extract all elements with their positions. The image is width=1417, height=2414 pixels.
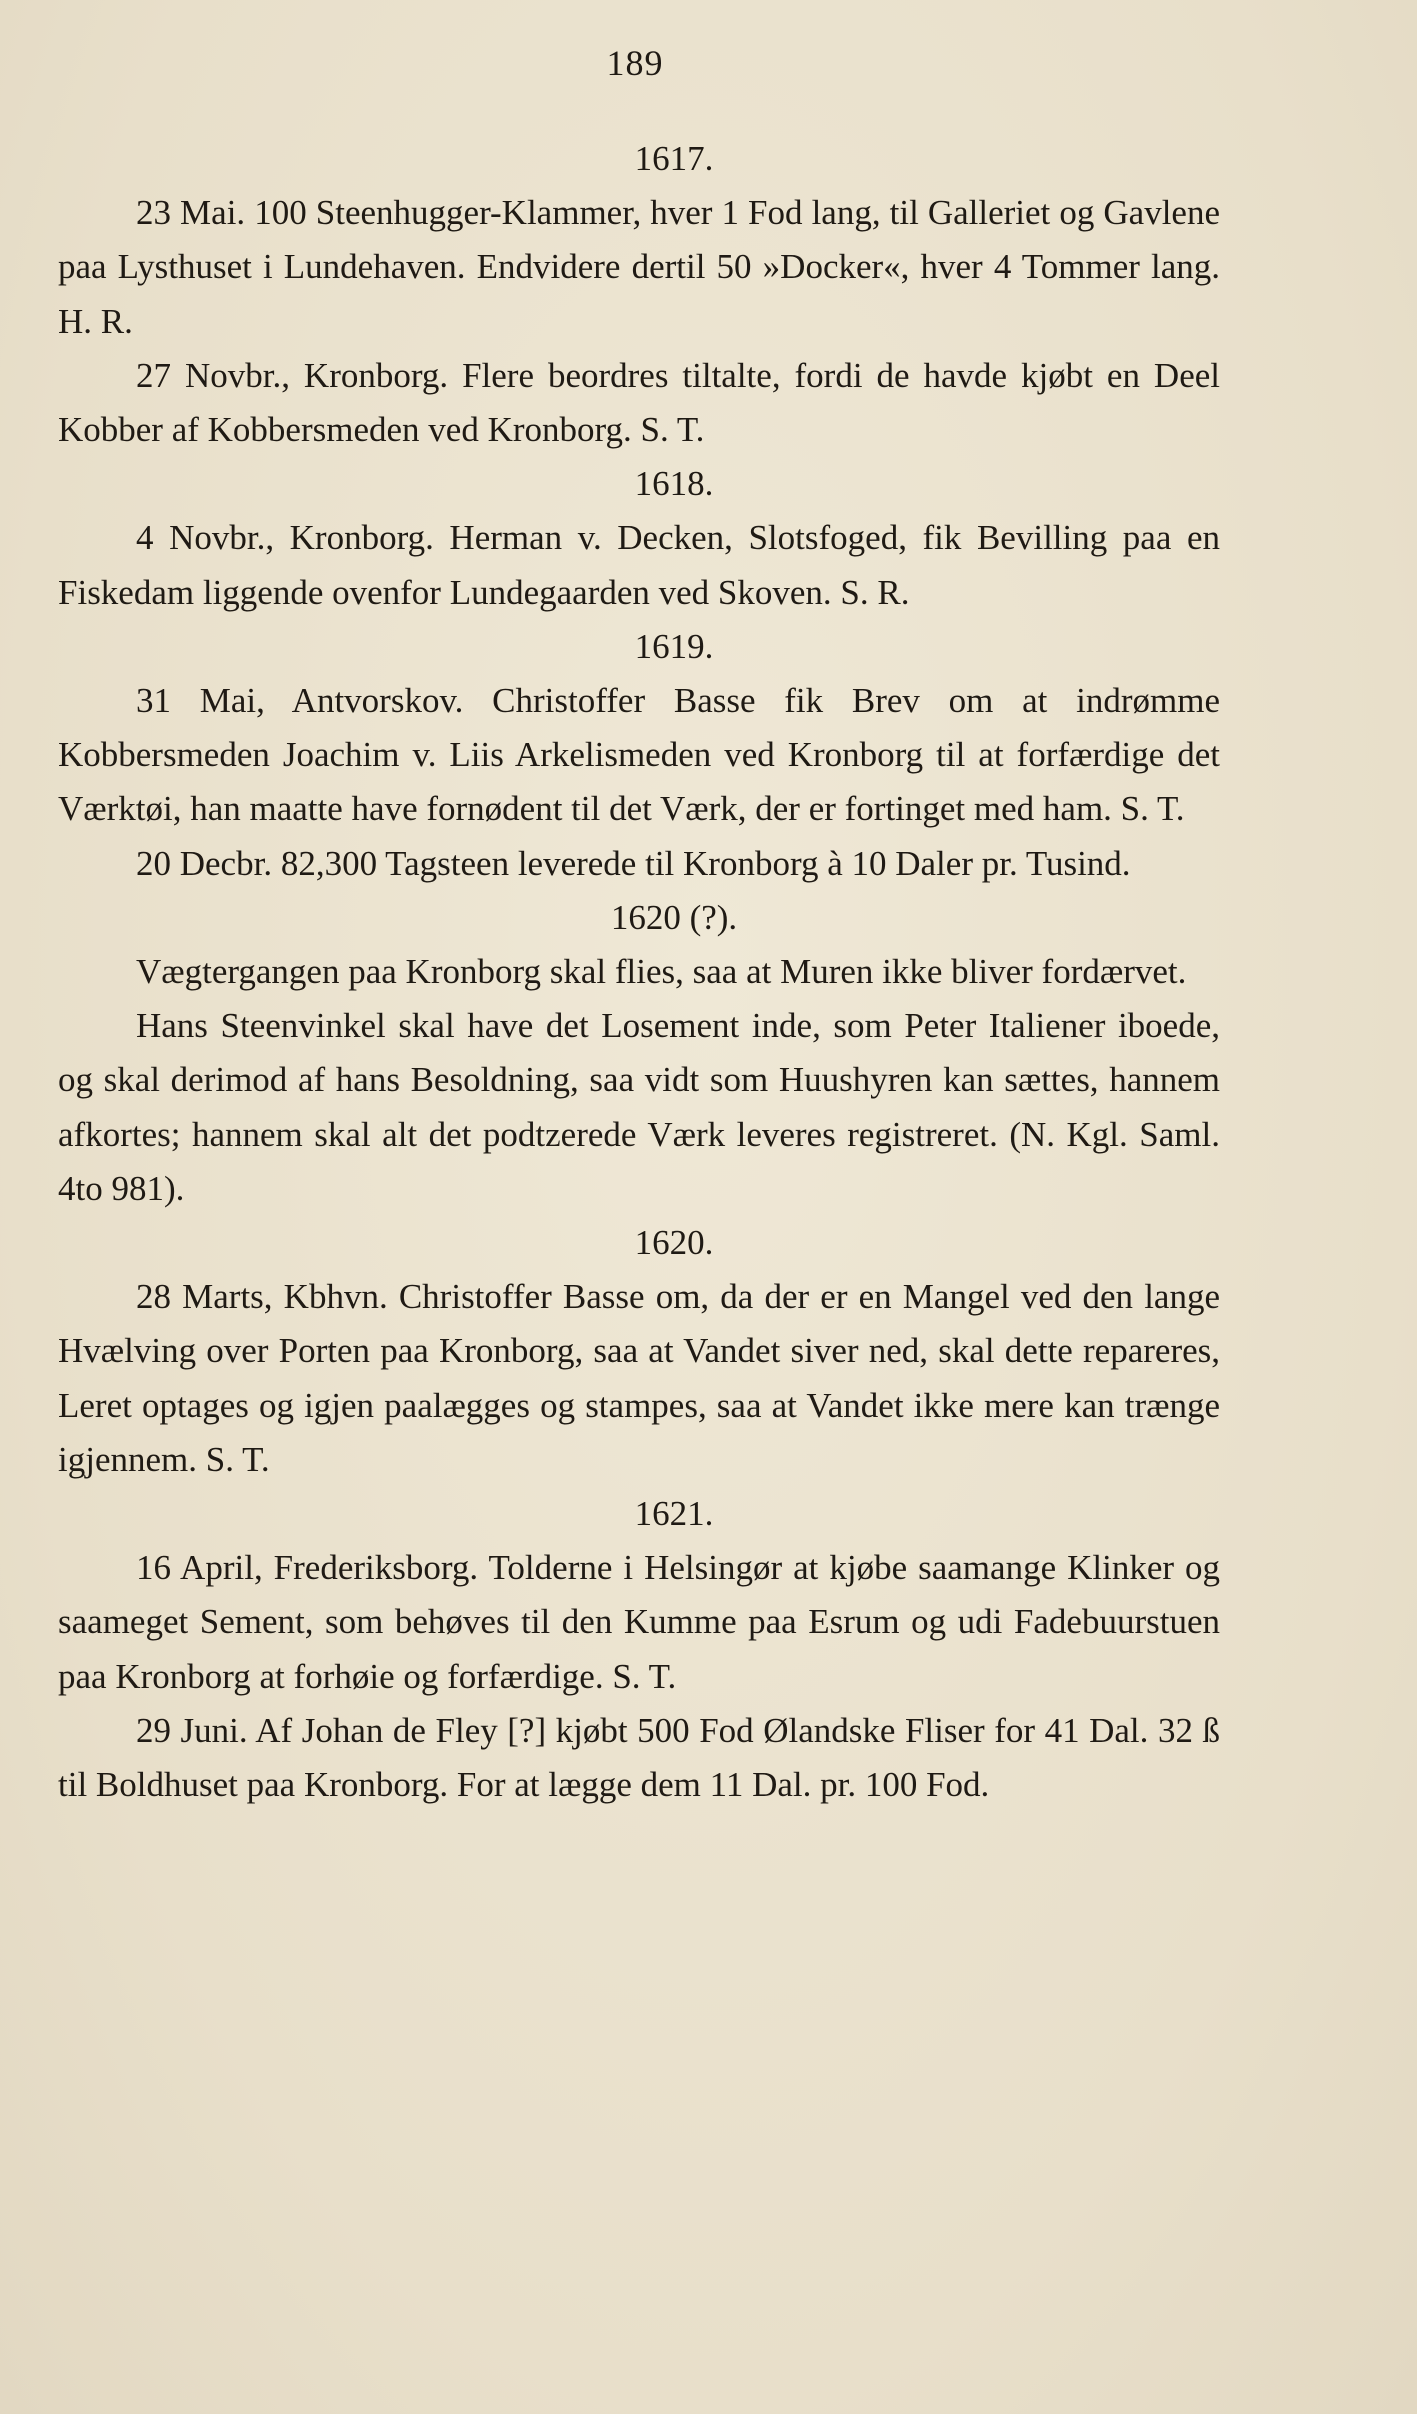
year-heading: 1617. — [634, 139, 714, 178]
entry-paragraph: 28 Marts, Kbhvn. Christoffer Basse om, da der er en Mangel ved den lange Hvælving over Porten paa Kronborg, saa at Vandet siver ned, skal dette repareres, Leret optages og igjen paalægges og stampes, saa at Vandet ikke mere kan trænge igjennem. S. T. — [58, 1277, 1220, 1479]
year-heading: 1619. — [634, 626, 714, 666]
entry-paragraph: 27 Novbr., Kronborg. Flere beordres tiltalte, fordi de havde kjøbt en Deel Kobber af Kobbersmeden ved Kronborg. S. T. — [58, 355, 1220, 450]
entry-paragraph: 16 April, Frederiksborg. Tolderne i Helsingør at kjøbe saamange Klinker og saameget Sement, som behøves til den Kumme paa Esrum og udi Fadebuurstuen paa Kronborg at forhøie og forfærdige. S. T. — [58, 1548, 1220, 1696]
year-heading: 1620 (?). — [610, 897, 738, 937]
entry-paragraph: 31 Mai, Antvorskov. Christoffer Basse fik Brev om at indrømme Kobbersmeden Joachim v. Liis Arkelismeden ved Kronborg til at forfærdige det Værktøi, han maatte have fornødent til det Værk, der er fortinget med ham. S. T. — [58, 681, 1220, 829]
entry-paragraph: Hans Steenvinkel skal have det Losement inde, som Peter Italiener iboede, og skal derimod af hans Besoldning, saa vidt som Huushyren kan sættes, hannem afkortes; hannem skal alt det podtzerede Værk leveres registreret. (N. Kgl. Saml. 4to 981). — [58, 1006, 1220, 1208]
page-text — [58, 132, 1220, 1812]
entry-paragraph: 29 Juni. Af Johan de Fley [?] kjøbt 500 Fod Ølandske Fliser for 41 Dal. 32 ß til Boldhuset paa Kronborg. For at lægge dem 11 Dal. pr. 100 Fod. — [58, 1710, 1220, 1805]
page-number: 189 — [606, 43, 664, 83]
year-heading: 1620. — [634, 1223, 714, 1263]
entry-paragraph: 20 Decbr. 82,300 Tagsteen leverede til Kronborg à 10 Daler pr. Tusind. — [136, 843, 1131, 883]
year-heading: 1621. — [634, 1494, 714, 1534]
entry-paragraph: 23 Mai. 100 Steenhugger-Klammer, hver 1 Fod lang, til Galleriet og Gavlene paa Lysthuset i Lundehaven. Endvidere dertil 50 »Docker«, hver 4 Tommer lang. H. R. — [58, 193, 1220, 341]
entry-paragraph: 4 Novbr., Kronborg. Herman v. Decken, Slotsfoged, fik Bevilling paa en Fiskedam liggende ovenfor Lundegaarden ved Skoven. S. R. — [58, 518, 1220, 612]
year-heading: 1618. — [634, 464, 714, 504]
entry-paragraph: Vægtergangen paa Kronborg skal flies, saa at Muren ikke bliver fordærvet. — [136, 952, 1187, 992]
